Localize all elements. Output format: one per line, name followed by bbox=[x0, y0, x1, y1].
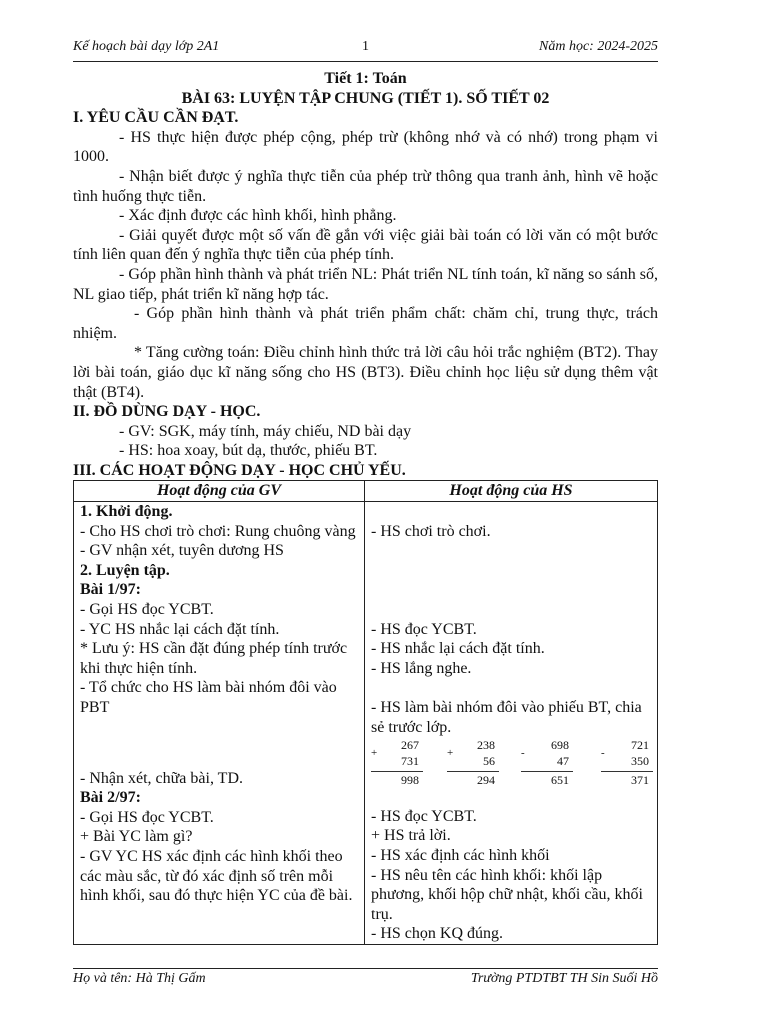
page-header bbox=[73, 39, 658, 57]
teacher-step: - Cho HS chơi trò chơi: Rung chuông vàng bbox=[80, 522, 356, 540]
teacher-step: - YC HS nhắc lại cách đặt tính. bbox=[80, 620, 280, 638]
calculation: - 721 350 371 bbox=[601, 737, 653, 788]
calculation: + 267 731 998 bbox=[371, 737, 423, 788]
student-step: - HS chọn KQ đúng. bbox=[371, 925, 503, 943]
materials-item: - HS: hoa xoay, bút dạ, thước, phiếu BT. bbox=[119, 442, 378, 460]
calculation: + 238 56 294 bbox=[447, 737, 499, 788]
student-step: - HS đọc YCBT. bbox=[371, 620, 477, 638]
student-step: - HS đọc YCBT. bbox=[371, 807, 477, 825]
lesson-title: BÀI 63: LUYỆN TẬP CHUNG (TIẾT 1). SỐ TIẾT 02 bbox=[181, 89, 550, 107]
student-step: - HS nêu tên các hình khối: khối lập phương, khối hộp chữ nhật, khối cầu, khối trụ. bbox=[371, 866, 643, 923]
objective-item: * Tăng cường toán: Điều chỉnh hình thức trả lời câu hỏi trắc nghiệm (BT2). Thay lời bài toán, giáo dục kĩ năng sống cho HS (BT3). Điều chỉnh học liệu sử dụng thêm vật thật (BT4). bbox=[73, 344, 658, 401]
teacher-step: - GV YC HS xác định các hình khối theo các màu sắc, từ đó xác định số trên mỗi hình khối, sau đó thực hiện YC của đề bài. bbox=[80, 847, 353, 905]
spacer bbox=[371, 600, 651, 620]
objective-item: - Góp phần hình thành và phát triển phẩm chất: chăm chỉ, trung thực, trách nhiệm. bbox=[73, 305, 658, 342]
student-step: + HS trả lời. bbox=[371, 827, 451, 845]
teacher-step: - GV nhận xét, tuyên dương HS bbox=[80, 542, 284, 560]
exercise-1-heading: Bài 1/97: bbox=[80, 581, 141, 599]
header-rule bbox=[73, 61, 658, 62]
table-header-row bbox=[74, 481, 658, 502]
objective-item: - Xác định được các hình khối, hình phẳng. bbox=[119, 207, 397, 225]
lesson-period: Tiết 1: Toán bbox=[324, 70, 407, 87]
warmup-heading: 1. Khởi động. bbox=[80, 503, 173, 521]
section-activities-heading: III. CÁC HOẠT ĐỘNG DẠY - HỌC CHỦ YẾU. bbox=[73, 461, 406, 479]
column-header-teacher: Hoạt động của GV bbox=[74, 481, 365, 502]
document-body bbox=[73, 69, 658, 945]
teacher-step: - Tổ chức cho HS làm bài nhóm đôi vào PBT bbox=[80, 679, 337, 716]
footer-rule bbox=[73, 968, 658, 969]
student-step: - HS lắng nghe. bbox=[371, 659, 472, 677]
student-step: - HS làm bài nhóm đôi vào phiếu BT, chia sẻ trước lớp. bbox=[371, 699, 642, 736]
spacer bbox=[371, 561, 651, 581]
student-step: - HS chơi trò chơi. bbox=[371, 522, 491, 540]
exercise-2-heading: Bài 2/97: bbox=[80, 789, 141, 807]
objective-item: - Giải quyết được một số vấn đề gắn với việc giải bài toán có lời văn có một bước tính liên quan đến ý nghĩa thực tiễn của phép tính. bbox=[73, 226, 658, 264]
table-row bbox=[74, 502, 658, 945]
teacher-step: + Bài YC làm gì? bbox=[80, 828, 193, 846]
teacher-note: * Lưu ý: HS cần đặt đúng phép tính trước khi thực hiện tính. bbox=[80, 640, 348, 677]
footer-school-name: Trường PTDTBT TH Sin Suối Hồ bbox=[470, 971, 658, 986]
section-objectives-heading: I. YÊU CẦU CẦN ĐẠT. bbox=[73, 109, 239, 127]
teacher-step: - Gọi HS đọc YCBT. bbox=[80, 808, 214, 826]
objective-item: - HS thực hiện được phép cộng, phép trừ (không nhớ và có nhớ) trong phạm vi 1000. bbox=[73, 128, 658, 166]
spacer bbox=[371, 502, 651, 522]
header-school-year: Năm học: 2024-2025 bbox=[539, 39, 658, 54]
practice-heading: 2. Luyện tập. bbox=[80, 561, 170, 579]
calculation: - 698 47 651 bbox=[521, 737, 573, 788]
activities-table bbox=[73, 480, 658, 944]
section-materials-heading: II. ĐỒ DÙNG DẠY - HỌC. bbox=[73, 403, 261, 421]
student-step: - HS xác định các hình khối bbox=[371, 846, 550, 864]
spacer bbox=[371, 580, 651, 600]
spacer bbox=[371, 678, 651, 698]
student-activities-cell bbox=[365, 502, 658, 945]
page-number: 1 bbox=[362, 39, 369, 54]
objective-item: - Nhận biết được ý nghĩa thực tiễn của phép trừ thông qua tranh ảnh, hình vẽ hoặc tình huống thực tiễn. bbox=[73, 167, 658, 205]
student-step: - HS nhắc lại cách đặt tính. bbox=[371, 640, 545, 658]
objective-item: - Góp phần hình thành và phát triển NL: Phát triển NL tính toán, kĩ năng so sánh số, NL giao tiếp, phát triển kĩ năng hợp tác. bbox=[73, 265, 658, 303]
teacher-activities-cell bbox=[74, 502, 365, 945]
spacer bbox=[371, 787, 651, 807]
calculation-row bbox=[371, 737, 651, 787]
footer-teacher-name: Họ và tên: Hà Thị Gấm bbox=[73, 971, 206, 986]
header-plan-title: Kế hoạch bài dạy lớp 2A1 bbox=[73, 39, 220, 54]
materials-item: - GV: SGK, máy tính, máy chiếu, ND bài dạy bbox=[119, 422, 412, 440]
teacher-step: - Gọi HS đọc YCBT. bbox=[80, 601, 214, 619]
spacer bbox=[80, 718, 358, 769]
teacher-step: - Nhận xét, chữa bài, TD. bbox=[80, 769, 243, 787]
spacer bbox=[371, 541, 651, 561]
column-header-student: Hoạt động của HS bbox=[365, 481, 658, 502]
